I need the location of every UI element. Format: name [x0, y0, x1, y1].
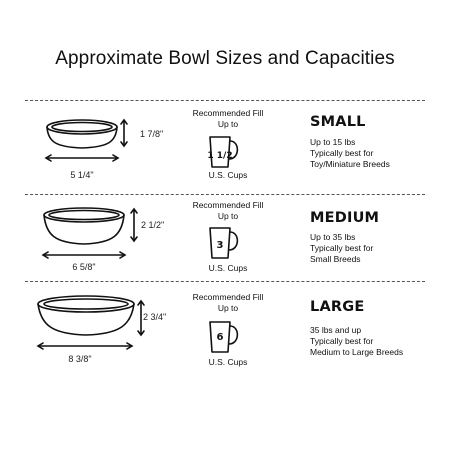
size-row-small	[0, 108, 450, 192]
cups-unit-label: U.S. Cups	[208, 170, 248, 180]
size-description: 35 lbs and up Typically best for Medium to Large Breeds	[310, 325, 404, 357]
bowl-width-label: 5 1/4"	[70, 170, 94, 180]
measuring-cup-icon	[206, 133, 250, 173]
cups-unit-label: U.S. Cups	[208, 357, 248, 367]
size-name: SMALL	[310, 114, 366, 130]
size-row-medium	[0, 200, 450, 284]
divider	[25, 100, 425, 101]
recommended-fill-label: Recommended Fill Up to	[192, 108, 264, 129]
cups-unit-label: U.S. Cups	[208, 263, 248, 273]
cup-quantity: 1 1/2	[207, 151, 233, 161]
page-title: Approximate Bowl Sizes and Capacities	[55, 48, 395, 69]
size-row-large	[0, 292, 450, 376]
recommended-fill-label: Recommended Fill Up to	[192, 200, 264, 221]
bowl-width-label: 6 5/8"	[72, 262, 96, 272]
cup-quantity: 6	[216, 332, 224, 343]
size-description: Up to 35 lbs Typically best for Small Breeds	[310, 232, 374, 264]
cup-quantity: 3	[216, 240, 224, 251]
size-name: MEDIUM	[310, 210, 380, 226]
size-description: Up to 15 lbs Typically best for Toy/Miniature Breeds	[310, 137, 390, 169]
divider	[25, 194, 425, 195]
bowl-height-label: 1 7/8"	[140, 129, 164, 139]
bowl-height-label: 2 1/2"	[141, 220, 165, 230]
bowl-height-label: 2 3/4"	[143, 312, 167, 322]
measuring-cup-icon	[206, 318, 250, 358]
measuring-cup-icon	[206, 224, 250, 264]
size-name: LARGE	[310, 299, 365, 315]
bowl-width-label: 8 3/8"	[68, 354, 92, 364]
recommended-fill-label: Recommended Fill Up to	[192, 292, 264, 313]
